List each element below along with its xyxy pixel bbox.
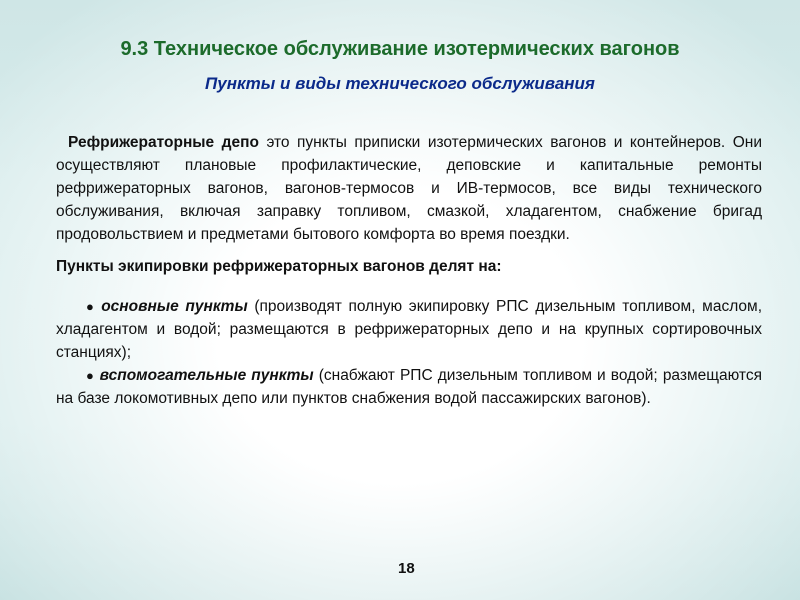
definition-term: Рефрижераторные депо — [68, 134, 259, 151]
bullet-icon: ● — [86, 368, 95, 383]
slide-title: 9.3 Техническое обслуживание изотермических вагонов — [120, 38, 680, 60]
slide-body — [56, 131, 762, 410]
classification-heading: Пункты экипировки рефрижераторных вагонов делят на: — [56, 258, 502, 275]
bullet-term: основные пункты — [101, 298, 248, 315]
bullet-item-main-points — [56, 295, 762, 364]
bullet-term: вспомогательные пункты — [99, 367, 314, 384]
bullet-text: (производят полную экипировку РПС дизельным топливом, маслом, хладагентом и водой; размещаются в рефрижераторных депо и на крупных сортировочных станциях); — [56, 298, 762, 361]
definition-text: это пункты приписки изотермических вагонов и контейнеров. Они осуществляют плановые профилактические, деповские и капитальные ремонты рефрижераторных вагонов, вагонов-термосов и ИВ-термосов, все виды технического обслуживания, включая заправку топливом, смазкой, хладагентом, снабжение бригад продовольствием и предметами бытового комфорта во время поездки. — [56, 134, 762, 243]
bullet-icon: ● — [86, 299, 97, 314]
bullet-text: (снабжают РПС дизельным топливом и водой; размещаются на базе локомотивных депо или пунктов снабжения водой пассажирских вагонов). — [56, 367, 762, 407]
slide-subtitle: Пункты и виды технического обслуживания — [205, 74, 595, 93]
definition-paragraph — [56, 131, 762, 246]
page-number: 18 — [398, 560, 415, 577]
bullet-item-auxiliary-points — [56, 364, 762, 410]
